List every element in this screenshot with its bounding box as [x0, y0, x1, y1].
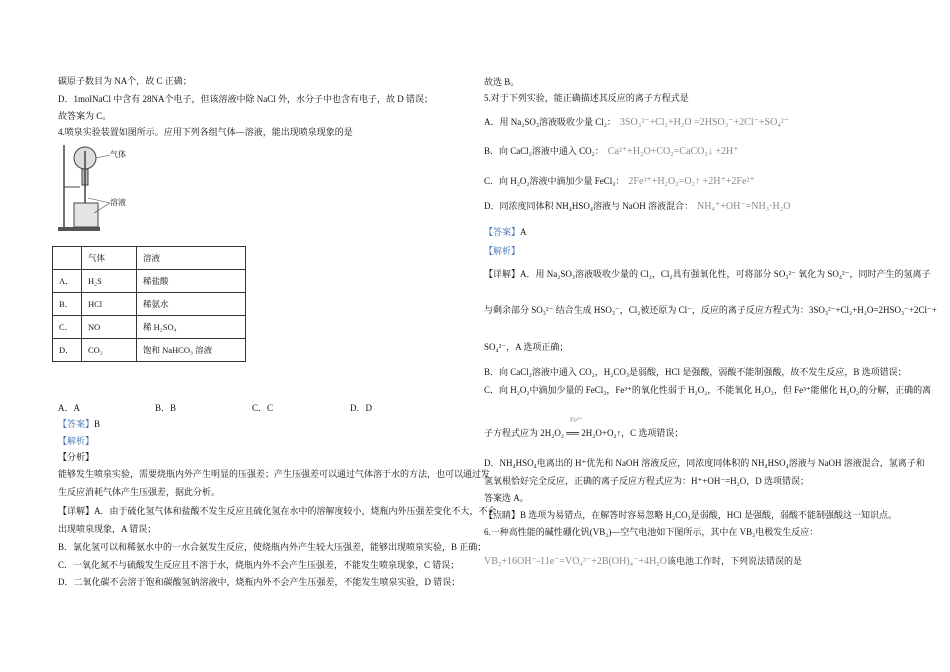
option-c: C．C	[252, 403, 274, 413]
answer-value: B	[94, 419, 101, 429]
q5-option-c	[484, 175, 755, 188]
table-cell: H₂S	[82, 270, 137, 293]
table-cell: 气体	[82, 247, 137, 270]
text: 该电池工作时，下列说法错误的是	[667, 556, 803, 566]
table-cell: 饱和 NaHCO₃ 溶液	[137, 339, 246, 362]
text-line: B．氯化氢可以和稀氨水中的一水合氨发生反应，使烧瓶内外产生较大压强差，能够出现喷泉实验，B 正确；	[58, 542, 487, 552]
text-line: C．一氧化氮不与硫酸发生反应且不溶于水，烧瓶内外不会产生压强差，不能发生喷泉现象，C 错误；	[58, 560, 460, 570]
table-cell: C．	[53, 316, 82, 339]
analysis-tag: 【解析】	[58, 436, 95, 446]
table-cell: D．	[53, 339, 82, 362]
solution-label: 溶液	[110, 198, 126, 207]
text-line: D．NH₄HSO₄电离出的 H⁺优先和 NaOH 溶液反应，同浓度同体积的 NH₄HSO₄溶液与 NaOH 溶液混合，氢离子和	[484, 458, 925, 468]
text-line: 【点睛】B 选项为易错点，在解答时容易忽略 H₂CO₃是弱酸，HCl 是强酸，弱酸不能制强酸这一知识点。	[484, 510, 898, 520]
table-cell: B．	[53, 293, 82, 316]
gas-label: 气体	[110, 150, 126, 159]
table-cell: HCl	[82, 293, 137, 316]
table-cell: 稀氨水	[137, 293, 246, 316]
text-line: C．向 H₂O₂中滴加少量的 FeCl₃，Fe³⁺的氧化性弱于 H₂O₂，不能氧化 H₂O₂，但 Fe³⁺能催化 H₂O₂的分解，正确的离	[484, 385, 932, 395]
q5-option-d	[484, 200, 790, 213]
option-text: B．向 CaCl₂溶液中通入 CO₂：	[484, 146, 604, 156]
text-line: 【详解】A．用 Na₂SO₃溶液吸收少量的 Cl₂，Cl₂具有强氧化性，可将部分 SO₃²⁻ 氧化为 SO₄²⁻，同时产生的氢离子	[484, 269, 931, 279]
table-header-row	[53, 247, 246, 270]
fountain-apparatus-figure	[58, 143, 158, 233]
text-line: 答案选 A。	[484, 493, 529, 503]
table-cell: NO	[82, 316, 137, 339]
text-line: 氢氧根恰好完全反应，正确的离子反应方程式应为：H⁺+OH⁻=H₂O，D 选项错误；	[484, 476, 810, 486]
table-row	[53, 293, 246, 316]
option-d: D．D	[350, 403, 372, 413]
equation: VB₂+16OH⁻-11e⁻=VO₄³⁻+2B(OH)₄⁻+4H₂O	[484, 556, 668, 567]
table-cell: CO₂	[82, 339, 137, 362]
text-line: D．二氧化碳不会溶于饱和碳酸氢钠溶液中，烧瓶内外不会产生压强差，不能发生喷泉实验，D 错误；	[58, 577, 461, 587]
question-6: 6.一种高性能的碱性硼化钒(VB₂)—空气电池如下图所示，其中在 VB₂电极发生反应：	[484, 527, 819, 537]
table-cell	[53, 247, 82, 270]
text-line: 出现喷泉现象，A 错误；	[58, 524, 157, 534]
text-line: 【详解】A．由于硫化氢气体和盐酸不发生反应且硫化氢在水中的溶解度较小，烧瓶内外压强差变化不大，不会	[58, 506, 497, 516]
option-text: C．向 H₂O₂溶液中滴加少量 FeCl₃：	[484, 176, 625, 186]
table-row	[53, 270, 246, 293]
table-row	[53, 316, 246, 339]
text-line: 子方程式应为 2H₂O₂ ══ 2H₂O+O₂↑，C 选项错误；	[484, 428, 684, 438]
text-line: D．1molNaCl 中含有 28NA个电子，但该溶液中除 NaCl 外，水分子中也含有电子，故 D 错误；	[58, 94, 433, 104]
options-table	[52, 246, 246, 362]
answer-tag: 【答案】	[58, 419, 95, 429]
option-text: D．同浓度同体积 NH₄HSO₄溶液与 NaOH 溶液混合：	[484, 201, 694, 211]
text-line: 与剩余部分 SO₃²⁻ 结合生成 HSO₃⁻，Cl₂被还原为 Cl⁻，反应的离子反应方程式为：3SO₃²⁻+Cl₂+H₂O=2HSO₃⁻+2Cl⁻+	[484, 305, 937, 315]
text-line: 故答案为 C。	[58, 111, 112, 121]
equation: 3SO₃²⁻+Cl₂+H₂O =2HSO₃⁻+2Cl⁻+SO₄²⁻	[619, 117, 790, 128]
analysis-tag: 【解析】	[484, 246, 521, 256]
table-cell: 溶液	[137, 247, 246, 270]
text-line: 能够发生喷泉实验，需要烧瓶内外产生明显的压强差；产生压强差可以通过气体溶于水的方法，也可以通过发	[58, 469, 491, 479]
option-text: A．用 Na₂SO₃溶液吸收少量 Cl₂：	[484, 117, 616, 127]
option-b: B．B	[155, 403, 177, 413]
equation: 2Fe³⁺+H₂O₂=O₂↑ +2H⁺+2Fe²⁺	[628, 176, 755, 187]
question-4: 4.喷泉实验装置如图所示。应用下列各组气体—溶液，能出现喷泉现象的是	[58, 127, 353, 137]
answer-value: A	[520, 227, 527, 237]
answer-line	[58, 418, 100, 430]
text-line: SO₄²⁻，A 选项正确；	[484, 342, 569, 352]
text-line: B．向 CaCl₂溶液中通入 CO₂，H₂CO₃是弱酸，HCl 是强酸，弱酸不能制强酸，故不发生反应，B 选项错误；	[484, 367, 907, 377]
equation: Ca²⁺+H₂O+CO₂=CaCO₃↓ +2H⁺	[607, 146, 739, 157]
text-line: 碳原子数目为 NA个，故 C 正确；	[58, 76, 192, 86]
text-line: 故选 B。	[484, 77, 520, 87]
answer-line	[484, 226, 527, 238]
catalyst-label: Fe³⁺	[570, 416, 583, 424]
option-a: A．A	[58, 403, 80, 413]
question-5: 5.对于下列实验，能正确描述其反应的离子方程式是	[484, 93, 689, 103]
q5-option-a	[484, 116, 789, 129]
equation: NH₄⁺+OH⁻=NH₃·H₂O	[697, 201, 791, 212]
answer-tag: 【答案】	[484, 227, 521, 237]
table-cell: A．	[53, 270, 82, 293]
q6-equation-line	[484, 555, 802, 568]
q5-option-b	[484, 145, 739, 158]
table-row	[53, 339, 246, 362]
table-cell: 稀盐酸	[137, 270, 246, 293]
table-cell: 稀 H₂SO₄	[137, 316, 246, 339]
text-line: 生反应消耗气体产生压强差，据此分析。	[58, 487, 221, 497]
fenxi-tag: 【分析】	[58, 452, 95, 462]
